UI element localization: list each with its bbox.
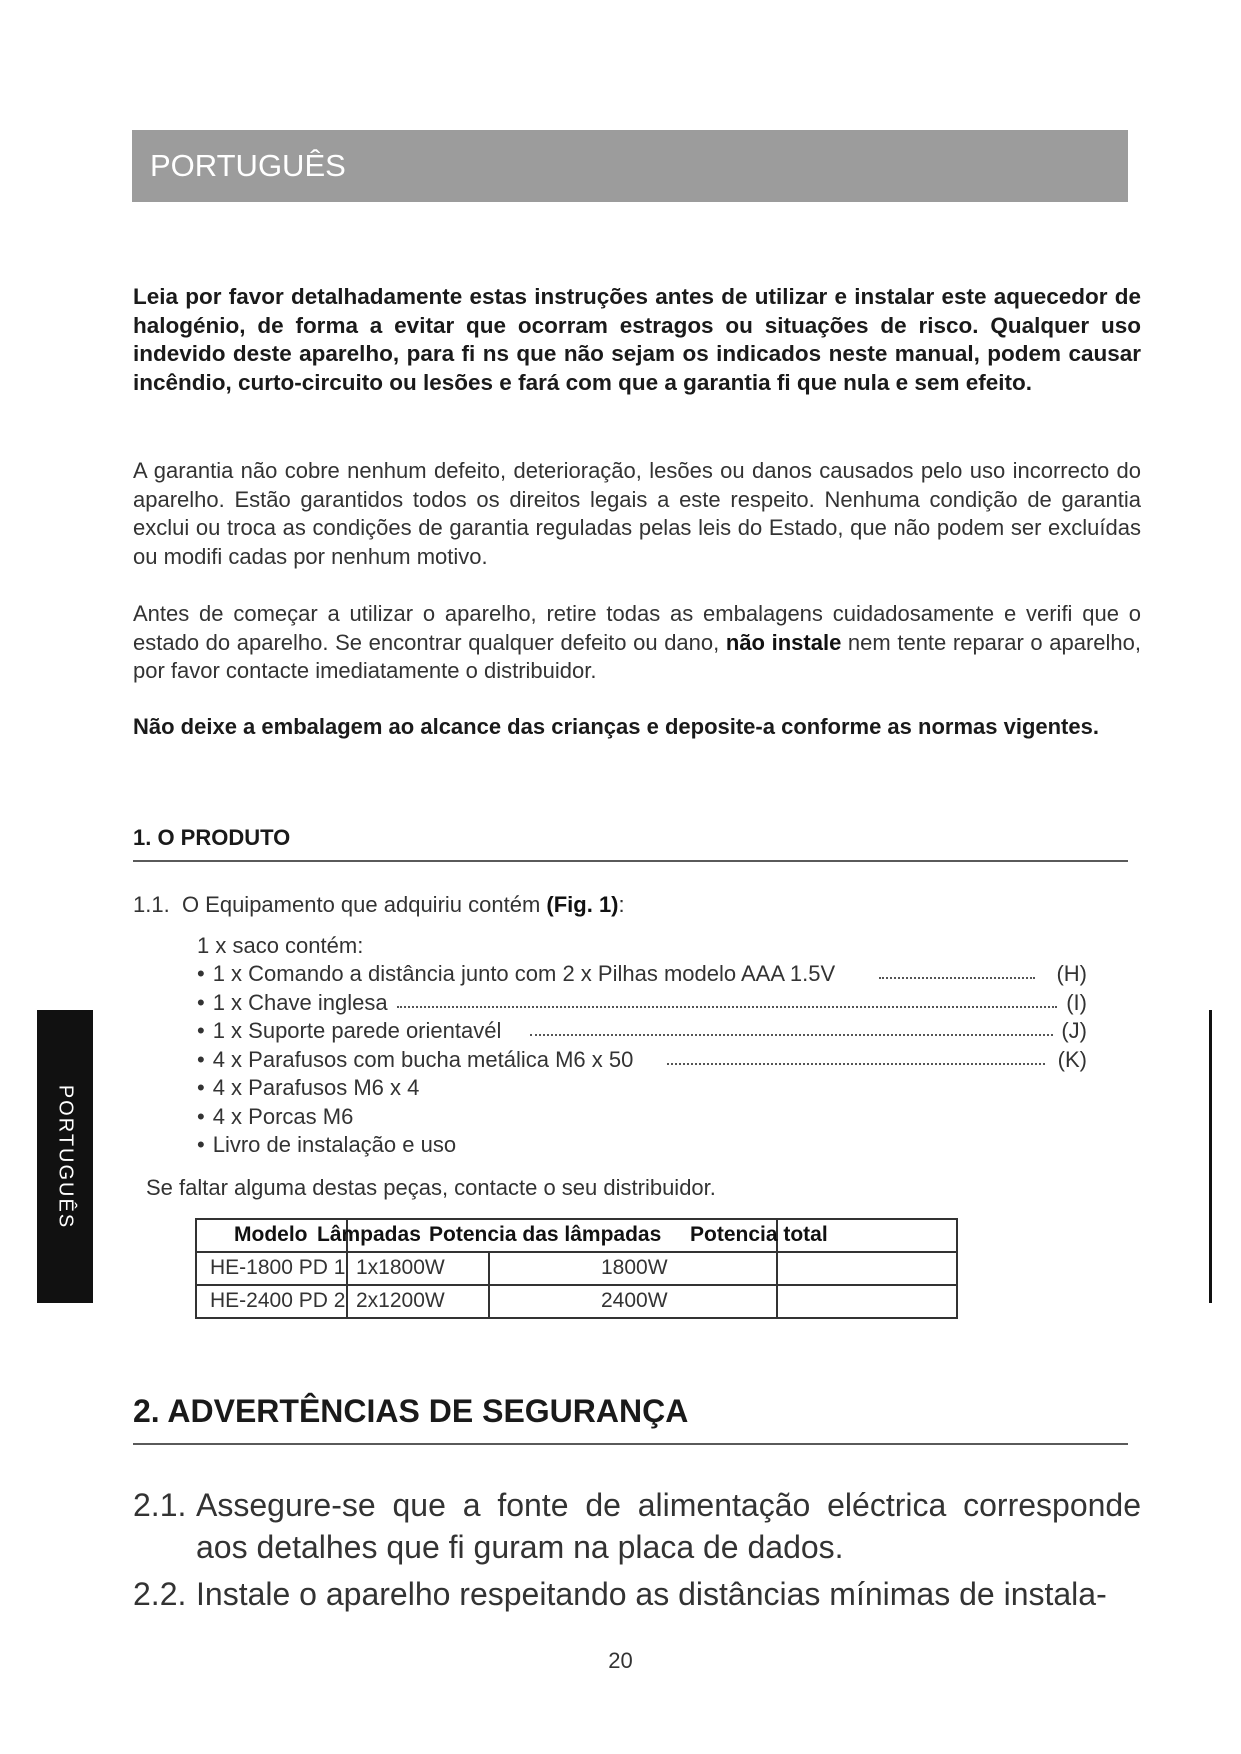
safety-item-text: Instale o aparelho respeitando as distâncias mínimas de instala- — [196, 1576, 1107, 1612]
subsection-text: O Equipamento que adquiriu contém — [181, 892, 541, 917]
side-language-tab — [37, 1010, 93, 1303]
subsection-colon: : — [618, 892, 625, 917]
spec-table — [195, 1218, 958, 1319]
table-cell-lamps: 2x1200W — [356, 1289, 445, 1312]
list-item-text: 1 x Suporte parede orientavél — [212, 1018, 502, 1043]
list-item — [197, 1131, 1087, 1160]
safety-item-number: 2.1. — [133, 1487, 187, 1523]
bullet: • — [197, 989, 205, 1015]
dot-leader — [667, 1063, 1045, 1065]
table-header-modelo: Modelo — [234, 1223, 308, 1246]
list-item-ref: (H) — [1056, 961, 1087, 986]
kit-list — [197, 960, 1087, 1160]
dot-leader — [530, 1034, 1053, 1036]
warranty-paragraph: A garantia não cobre nenhum defeito, deterioração, lesões ou danos causados pelo uso incorrecto do aparelho. Estão garantidos todos os direitos legais a este respeito. Nenhuma condição de garantia exclui ou troca as condições de garantia reguladas pelas leis do Estado, que não podem ser excluídas ou modifi cadas por nenhum motivo. — [133, 458, 1141, 569]
bullet: • — [197, 1046, 205, 1072]
table-cell-lamps: 1x1800W — [356, 1256, 445, 1279]
subsection-number: 1.1. — [133, 892, 170, 917]
page-number: 20 — [608, 1648, 633, 1673]
list-item-text: Livro de instalação e uso — [212, 1132, 457, 1157]
table-cell-model: HE-2400 PD 2 — [210, 1289, 346, 1312]
table-rule — [488, 1251, 490, 1317]
list-item-text: 4 x Parafusos com bucha metálica M6 x 50 — [212, 1046, 634, 1072]
table-header-potencia-lampadas: Potencia das lâmpadas — [429, 1223, 662, 1246]
intro-paragraph: Leia por favor detalhadamente estas instruções antes de utilizar e instalar este aquecedor de halogénio, de forma a evitar que ocorram estragos ou situações de risco. Qualquer uso indevido deste aparelho, para fi ns que não sejam os indicados neste manual, podem causar incêndio, curto-circuito ou lesões e fará com que a garantia fi que nula e sem efeito. — [133, 284, 1141, 395]
table-cell-model: HE-1800 PD 1 — [210, 1256, 346, 1279]
list-item-ref: (I) — [1066, 989, 1087, 1015]
list-item-ref: (J) — [1061, 1018, 1087, 1043]
bullet: • — [197, 1132, 205, 1157]
dot-leader — [879, 977, 1035, 979]
list-item — [197, 1046, 1087, 1075]
bullet: • — [197, 1103, 205, 1129]
safety-item-number: 2.2. — [133, 1576, 187, 1612]
section1-divider — [133, 860, 1128, 862]
list-item — [197, 960, 1087, 989]
safety-item — [133, 1484, 1141, 1568]
unpack-text-after: nem tente reparar o aparelho, por favor contacte imediatamente o distribuidor. — [133, 629, 1142, 683]
side-tab-label: PORTUGUÊS — [54, 1084, 77, 1229]
missing-parts-note: Se faltar alguma destas peças, contacte o seu distribuidor. — [146, 1175, 716, 1200]
margin-rule — [1209, 1010, 1212, 1303]
unpack-text-bold: não instale — [725, 629, 842, 655]
section2-divider — [133, 1443, 1128, 1445]
subsection-1-1 — [133, 892, 625, 918]
bullet: • — [197, 1075, 205, 1100]
packaging-warning: Não deixe a embalagem ao alcance das crianças e deposite-a conforme as normas vigentes. — [133, 714, 1099, 739]
list-item — [197, 989, 1087, 1018]
list-item-text: 4 x Porcas M6 — [212, 1103, 354, 1129]
table-header-potencia-total: Potencia total — [690, 1223, 828, 1246]
table-header-lampadas: Lâmpadas — [317, 1223, 421, 1246]
safety-item-text: Assegure-se que a fonte de alimentação eléctrica corresponde aos detalhes que fi guram na placa de dados. — [196, 1487, 1141, 1565]
bullet: • — [197, 1018, 205, 1043]
dot-leader — [397, 1006, 1057, 1008]
list-item — [197, 1017, 1087, 1046]
list-item — [197, 1103, 1087, 1132]
table-cell-lamp-power: 1800W — [601, 1256, 668, 1279]
list-item-text: 1 x Chave inglesa — [212, 989, 388, 1015]
language-banner: PORTUGUÊS — [132, 130, 1128, 202]
list-item — [197, 1074, 1087, 1103]
figure-reference: (Fig. 1) — [546, 892, 619, 917]
unpack-paragraph — [133, 600, 1141, 686]
kit-header: 1 x saco contém: — [197, 933, 364, 958]
list-item-text: 1 x Comando a distância junto com 2 x Pilhas modelo AAA 1.5V — [212, 961, 836, 986]
list-item-text: 4 x Parafusos M6 x 4 — [212, 1075, 420, 1100]
section1-title: 1. O PRODUTO — [133, 825, 291, 850]
section2-title: 2. ADVERTÊNCIAS DE SEGURANÇA — [133, 1393, 689, 1429]
bullet: • — [197, 961, 205, 986]
table-cell-lamp-power: 2400W — [601, 1289, 668, 1312]
list-item-ref: (K) — [1057, 1046, 1087, 1072]
safety-item — [133, 1573, 1141, 1615]
unpack-text-before: Antes de começar a utilizar o aparelho, retire todas as embalagens cuidadosamente e verifi que o estado do aparelho. Se encontrar qualquer defeito ou dano, — [133, 601, 1141, 655]
